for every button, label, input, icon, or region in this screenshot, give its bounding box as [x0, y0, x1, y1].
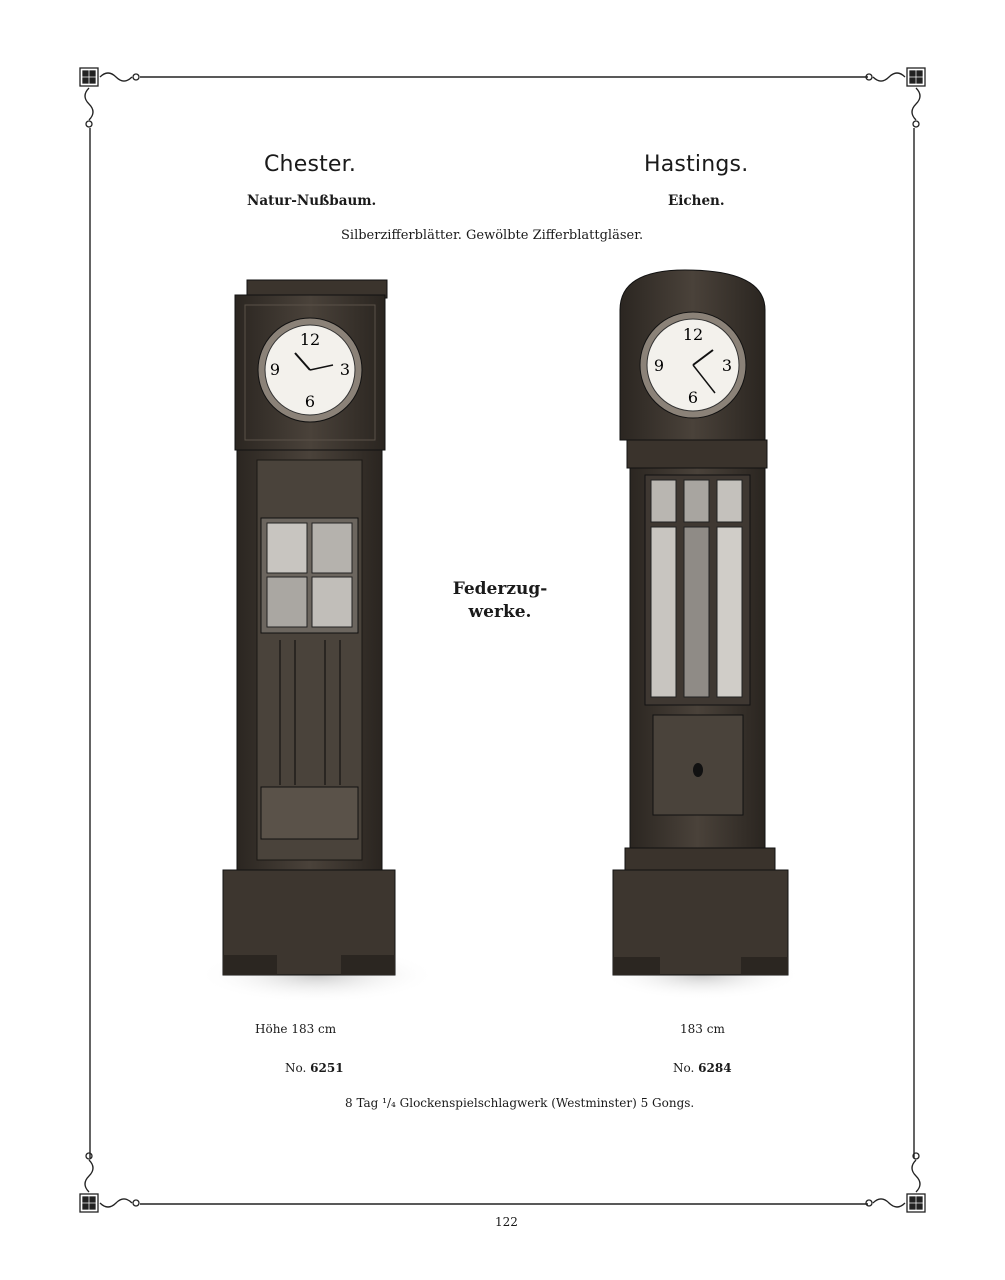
svg-text:6: 6 [687, 388, 699, 407]
left-clock-material: Natur-Nußbaum. [247, 193, 377, 209]
svg-text:3: 3 [721, 356, 733, 375]
right-number-prefix: No. [673, 1061, 695, 1075]
right-number-value: 6284 [698, 1061, 732, 1075]
svg-text:3: 3 [339, 360, 351, 379]
right-clock-title: Hastings. [644, 152, 749, 177]
movement-line-1: Federzug- [452, 579, 548, 599]
features-note: Silberzifferblätter. Gewölbte Zifferblattgläser. [341, 228, 644, 243]
movement-line-2: werke. [468, 602, 532, 622]
movement-label [440, 578, 560, 624]
left-clock-number [285, 1061, 344, 1075]
svg-text:9: 9 [653, 356, 665, 375]
left-number-prefix: No. [285, 1061, 307, 1075]
hastings-clock-illustration [605, 265, 800, 1005]
chester-clock-illustration [195, 275, 440, 1005]
right-clock-height: 183 cm [680, 1022, 725, 1036]
right-clock-number [673, 1061, 732, 1075]
svg-text:12: 12 [299, 330, 321, 349]
svg-text:6: 6 [304, 392, 316, 411]
page-number: 122 [495, 1215, 518, 1229]
svg-text:12: 12 [682, 325, 704, 344]
right-clock-material: Eichen. [668, 193, 725, 209]
svg-text:9: 9 [269, 360, 281, 379]
left-number-value: 6251 [310, 1061, 344, 1075]
left-clock-height: Höhe 183 cm [255, 1022, 337, 1036]
left-clock-title: Chester. [264, 152, 357, 177]
chime-description: 8 Tag ¹/₄ Glockenspielschlagwerk (Westminster) 5 Gongs. [345, 1096, 695, 1110]
